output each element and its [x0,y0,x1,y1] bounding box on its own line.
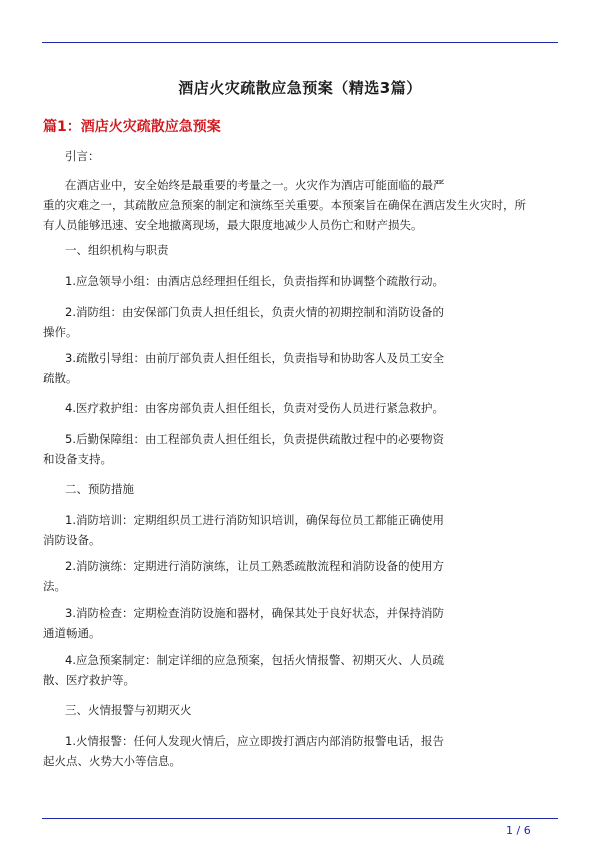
text-line: 操作。 [43,325,78,339]
text-line: 起火点、火势大小等信息。 [43,754,181,768]
text-line: 有人员能够迅速、安全地撤离现场，最大限度地减少人员伤亡和财产损失。 [43,218,423,232]
alarm-item-1 [43,731,563,771]
header-rule [42,42,558,43]
text-line: 4.应急预案制定：制定详细的应急预案，包括火情报警、初期灭火、人员疏 [65,653,444,667]
text-line: 3.疏散引导组：由前厅部负责人担任组长，负责指导和协助客人及员工安全 [65,351,444,365]
text-line: 法。 [43,579,66,593]
text-line: 1.消防培训：定期组织员工进行消防知识培训，确保每位员工都能正确使用 [65,513,444,527]
heading-org: 一、组织机构与职责 [65,243,169,257]
text-line: 疏散。 [43,371,78,385]
text-line: 和设备支持。 [43,452,112,466]
document-title: 酒店火灾疏散应急预案（精选3篇） [178,79,422,97]
footer-rule [42,818,558,819]
prevent-item-2 [43,556,563,596]
text-line: 2.消防组：由安保部门负责人担任组长，负责火情的初期控制和消防设备的 [65,305,444,319]
intro-paragraph [43,175,563,235]
text-line: 散、医疗救护等。 [43,673,135,687]
heading-alarm: 三、火情报警与初期灭火 [65,703,192,717]
text-line: 1.火情报警：任何人发现火情后，应立即拨打酒店内部消防报警电话，报告 [65,734,444,748]
org-item-5 [43,429,563,469]
text-line: 重的灾难之一，其疏散应急预案的制定和演练至关重要。本预案旨在确保在酒店发生火灾时，所 [43,198,526,212]
text-line: 1.应急领导小组：由酒店总经理担任组长，负责指挥和协调整个疏散行动。 [65,274,444,288]
text-line: 3.消防检查：定期检查消防设施和器材，确保其处于良好状态，并保持消防 [65,606,444,620]
intro-label: 引言： [65,149,100,163]
section-heading: 篇1：酒店火灾疏散应急预案 [43,119,221,135]
prevent-item-3 [43,603,563,643]
text-line: 2.消防演练：定期进行消防演练，让员工熟悉疏散流程和消防设备的使用方 [65,559,444,573]
prevent-item-1 [43,510,563,550]
prevent-item-4 [43,650,563,690]
org-item-1 [43,271,563,291]
org-item-4 [43,398,563,418]
heading-prevention: 二、预防措施 [65,482,134,496]
text-line: 消防设备。 [43,533,101,547]
text-line: 在酒店业中，安全始终是最重要的考量之一。火灾作为酒店可能面临的最严 [65,178,445,192]
org-item-3 [43,348,563,388]
org-item-2 [43,302,563,342]
text-line: 5.后勤保障组：由工程部负责人担任组长，负责提供疏散过程中的必要物资 [65,432,444,446]
text-line: 通道畅通。 [43,626,101,640]
text-line: 4.医疗救护组：由客房部负责人担任组长，负责对受伤人员进行紧急救护。 [65,401,444,415]
page-indicator: 1 / 6 [506,824,531,837]
